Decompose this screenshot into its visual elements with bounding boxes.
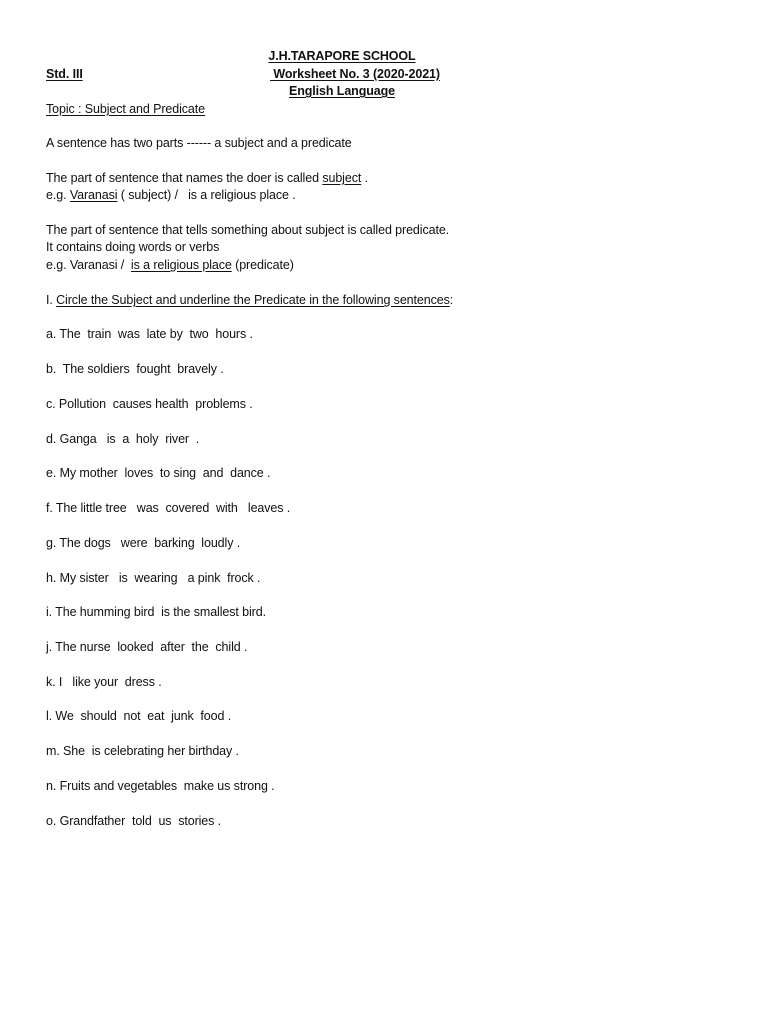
sentence-item: c. Pollution causes health problems . [46,397,253,411]
predicate-definition-2: It contains doing words or verbs [46,240,220,254]
sentence-item: i. The humming bird is the smallest bird. [46,605,266,619]
intro-text: A sentence has two parts ------ a subject and a predicate [46,136,352,150]
sentence-item: o. Grandfather told us stories . [46,814,222,828]
subject-definition-text: The part of sentence that names the doer is called [46,171,323,185]
subject-example-prefix: e.g. [46,188,70,202]
subject-example-word: Varanasi [69,188,118,202]
sentence-item: n. Fruits and vegetables make us strong . [46,779,275,793]
instruction-suffix: : [449,293,454,307]
instruction-prefix: I. [46,293,57,307]
std-label: Std. III [46,67,83,81]
sentence-item: a. The train was late by two hours . [46,327,253,341]
predicate-example-rest: (predicate) [231,258,294,272]
instruction [46,292,453,308]
sentence-item: h. My sister is wearing a pink frock . [46,571,261,585]
predicate-example-prefix: e.g. Varanasi / [46,258,131,272]
sentence-item: f. The little tree was covered with leaves . [46,501,291,515]
topic-heading: Topic : Subject and Predicate [46,102,206,116]
subject-example-rest: ( subject) / is a religious place . [117,188,296,202]
subject-name: English Language [288,84,396,98]
sentence-item: e. My mother loves to sing and dance . [46,466,271,480]
predicate-example-phrase: is a religious place [130,258,232,272]
sentence-item: k. I like your dress . [46,675,162,689]
instruction-text: Circle the Subject and underline the Predicate in the following sentences [56,293,450,307]
sentence-item: j. The nurse looked after the child . [46,640,248,654]
sentence-item: b. The soldiers fought bravely . [46,362,224,376]
sentence-item: g. The dogs were barking loudly . [46,536,241,550]
sentence-item: m. She is celebrating her birthday . [46,744,239,758]
subject-term: subject [322,171,362,185]
sentence-item: d. Ganga is a holy river . [46,432,200,446]
sentence-item: l. We should not eat junk food . [46,709,232,723]
subject-definition-end: . [361,171,368,185]
subject-definition [46,170,368,186]
worksheet-number: Worksheet No. 3 (2020-2021) [270,67,440,81]
predicate-definition: The part of sentence that tells something about subject is called predicate. [46,223,450,237]
subject-example [46,187,296,203]
predicate-example [46,257,294,273]
school-name: J.H.TARAPORE SCHOOL [268,49,416,63]
